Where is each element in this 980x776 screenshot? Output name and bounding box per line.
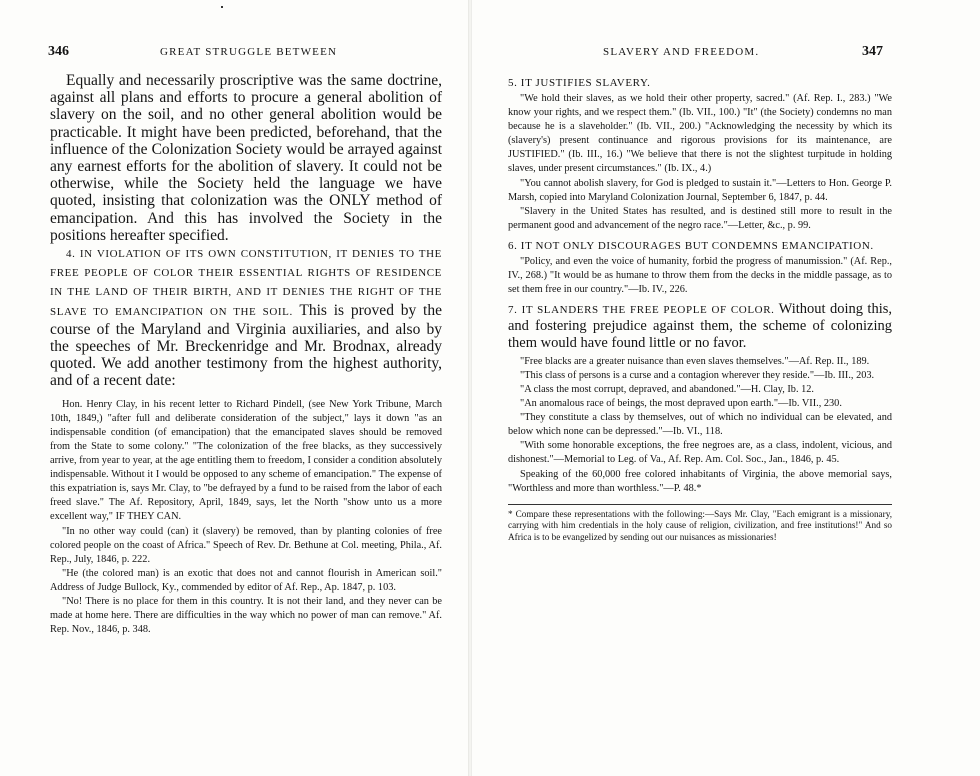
section-7-quote-1: "Free blacks are a greater nuisance than even slaves themselves."—Af. Rep. II., 189. bbox=[520, 355, 870, 367]
footnote: * Compare these representations with the following:—Says Mr. Clay, "Each emigrant is a missionary, carrying with him credentials in the holy cause of religion, civilization, and free institutions!" And so Africa is to be evangelized by sending out our nuisances as missionaries! bbox=[508, 508, 892, 542]
book-gutter bbox=[468, 0, 472, 776]
section-7-quote-2: "This class of persons is a curse and a contagion wherever they reside."—Ib. III., 203. bbox=[520, 369, 875, 381]
heading-7: 7. IT SLANDERS THE FREE PEOPLE OF COLOR. bbox=[508, 304, 775, 317]
section-7-quote-7: Speaking of the 60,000 free colored inhabitants of Virginia, the above memorial says, "Worthless and more than worthless."—P. 48.* bbox=[508, 468, 892, 494]
section-5 bbox=[508, 92, 892, 233]
section-7 bbox=[508, 355, 892, 496]
left-page-number: 346 bbox=[48, 44, 69, 59]
section-5-quote-2: "You cannot abolish slavery, for God is pledged to sustain it."—Letters to Hon. George P. Marsh, copied into Maryland Colonization Journal, September 6, 1847, p. 44. bbox=[508, 177, 892, 203]
section-5-quote-1: "We hold their slaves, as we hold their other property, sacred." (Af. Rep. I., 283.) "We know your rights, and we respect them." (Ib. VII., 100.) "It" (the Society) condemns no man because he is a slaveholder." (Ib. VII., 200.) "Acknowledging the necessity by which its (slavery's) present continuance and rigorous provisions for its maintenance, are JUSTIFIED." (Ib. III., 16.) "We believe that there is not the slightest turpitude in holding slaves, under present circumstances." (Ib. IX., 4.) bbox=[508, 93, 892, 175]
left-body bbox=[50, 72, 442, 637]
quote-bethune: "In no other way could (can) it (slavery) be removed, than by planting colonies of free colored people on the coast of Africa." Speech of Rev. Dr. Bethune at Col. meeting, Phila., Af. Rep., July, 1846, p. 222. bbox=[50, 525, 442, 565]
ink-speck bbox=[221, 6, 223, 8]
left-quotes bbox=[50, 398, 442, 638]
section-6 bbox=[508, 255, 892, 297]
quote-no-place: "No! There is no place for them in this country. It is not their land, and they never can be made at home here. There are difficulties in the way which no power of man can remove." Af. Rep. Nov., 1846, p. 348. bbox=[50, 595, 442, 636]
section-7-quote-5: "They constitute a class by themselves, out of which no individual can be elevated, and below which none can be depressed."—Ib. VI., 118. bbox=[508, 412, 892, 438]
heading-5: 5. IT JUSTIFIES SLAVERY. bbox=[508, 77, 651, 89]
left-running-head: GREAT STRUGGLE BETWEEN bbox=[160, 46, 338, 58]
right-body bbox=[508, 74, 892, 544]
heading-7-text: Without doing this, and fostering prejudice against them, the scheme of colonizing them would have found little or no favor. bbox=[508, 301, 892, 351]
right-page-number: 347 bbox=[862, 44, 883, 59]
right-running-head: SLAVERY AND FREEDOM. bbox=[603, 46, 760, 58]
heading-6: 6. IT NOT ONLY DISCOURAGES BUT CONDEMNS EMANCIPATION. bbox=[508, 239, 874, 252]
footnote-divider bbox=[508, 504, 892, 505]
heading-4: 4. IN VIOLATION OF ITS OWN CONSTITUTION, IT DENIES TO THE FREE PEOPLE OF COLOR THEIR ESSENTIAL RIGHTS OF RESIDENCE IN THE LAND OF THEIR BIRTH, AND IT DENIES THE RIGHT OF THE SLAVE TO EMANCIPATION ON THE SOIL. bbox=[50, 248, 442, 318]
section-7-quote-3: "A class the most corrupt, depraved, and abandoned."—H. Clay, Ib. 12. bbox=[520, 384, 814, 396]
quote-clay: Hon. Henry Clay, in his recent letter to Richard Pindell, (see New York Tribune, March 10th, 1849,) "after full and deliberate consideration of the subject," lays it down "as an indispensable condition (of emancipation) that the emancipated slaves should be removed from the State to some colony." "The colonization of the free blacks, as they successively arrive, from year to year, at the age entitling them to freedom, I consider a condition absolutely indispensable. Without it I would be opposed to any scheme of emancipation." The expense of this expatriation is, says Mr. Clay, to "be defrayed by a fund to be raised from the labor of each freed slave." The Af. Repository, April, 1849, says, let the North "show unto us a more excellent way," IF THEY CAN. bbox=[50, 398, 442, 523]
paragraph-2: This is proved by the course of the Maryland and Virginia auxiliaries, and also by the speeches of Mr. Breckenridge and Mr. Brodnax, already quoted. We add another testimony from the highest authority, and of a recent date: bbox=[50, 301, 442, 390]
section-5-quote-3: "Slavery in the United States has resulted, and is destined still more to result in the permanent good and advancement of the negro race."—Letter, &c., p. 99. bbox=[508, 205, 892, 231]
section-7-quote-4: "An anomalous race of beings, the most depraved upon earth."—Ib. VII., 230. bbox=[520, 398, 842, 410]
section-7-quote-6: "With some honorable exceptions, the free negroes are, as a class, indolent, vicious, and dishonest."—Memorial to Leg. of Va., Af. Rep. Am. Col. Soc., Jan., 1846, p. 45. bbox=[508, 440, 892, 466]
section-6-quote: "Policy, and even the voice of humanity, forbid the progress of manumission." (Af. Rep., IV., 268.) "It would be as humane to throw them from the decks in the middle passage, as to set them free in our country."—Ib. IV., 226. bbox=[508, 255, 892, 296]
quote-bullock: "He (the colored man) is an exotic that does not and cannot flourish in American soil." Address of Judge Bullock, Ky., commended by editor of Af. Rep., Ap. 1847, p. 103. bbox=[50, 567, 442, 593]
paragraph-1: Equally and necessarily proscriptive was the same doctrine, against all plans and efforts to procure a general abolition of slavery on the soil, and no other general abolition would be practicable. It might have been predicted, beforehand, that the influence of the Colonization Society would be arrayed against any earnest efforts for the abolition of slavery. It could not be otherwise, while the Society held the language we have quoted, insisting that colonization was the ONLY method of emancipation. And this has involved the Society in the positions hereafter specified. bbox=[50, 72, 442, 244]
section-4 bbox=[50, 244, 442, 390]
section-7-intro bbox=[508, 301, 892, 351]
